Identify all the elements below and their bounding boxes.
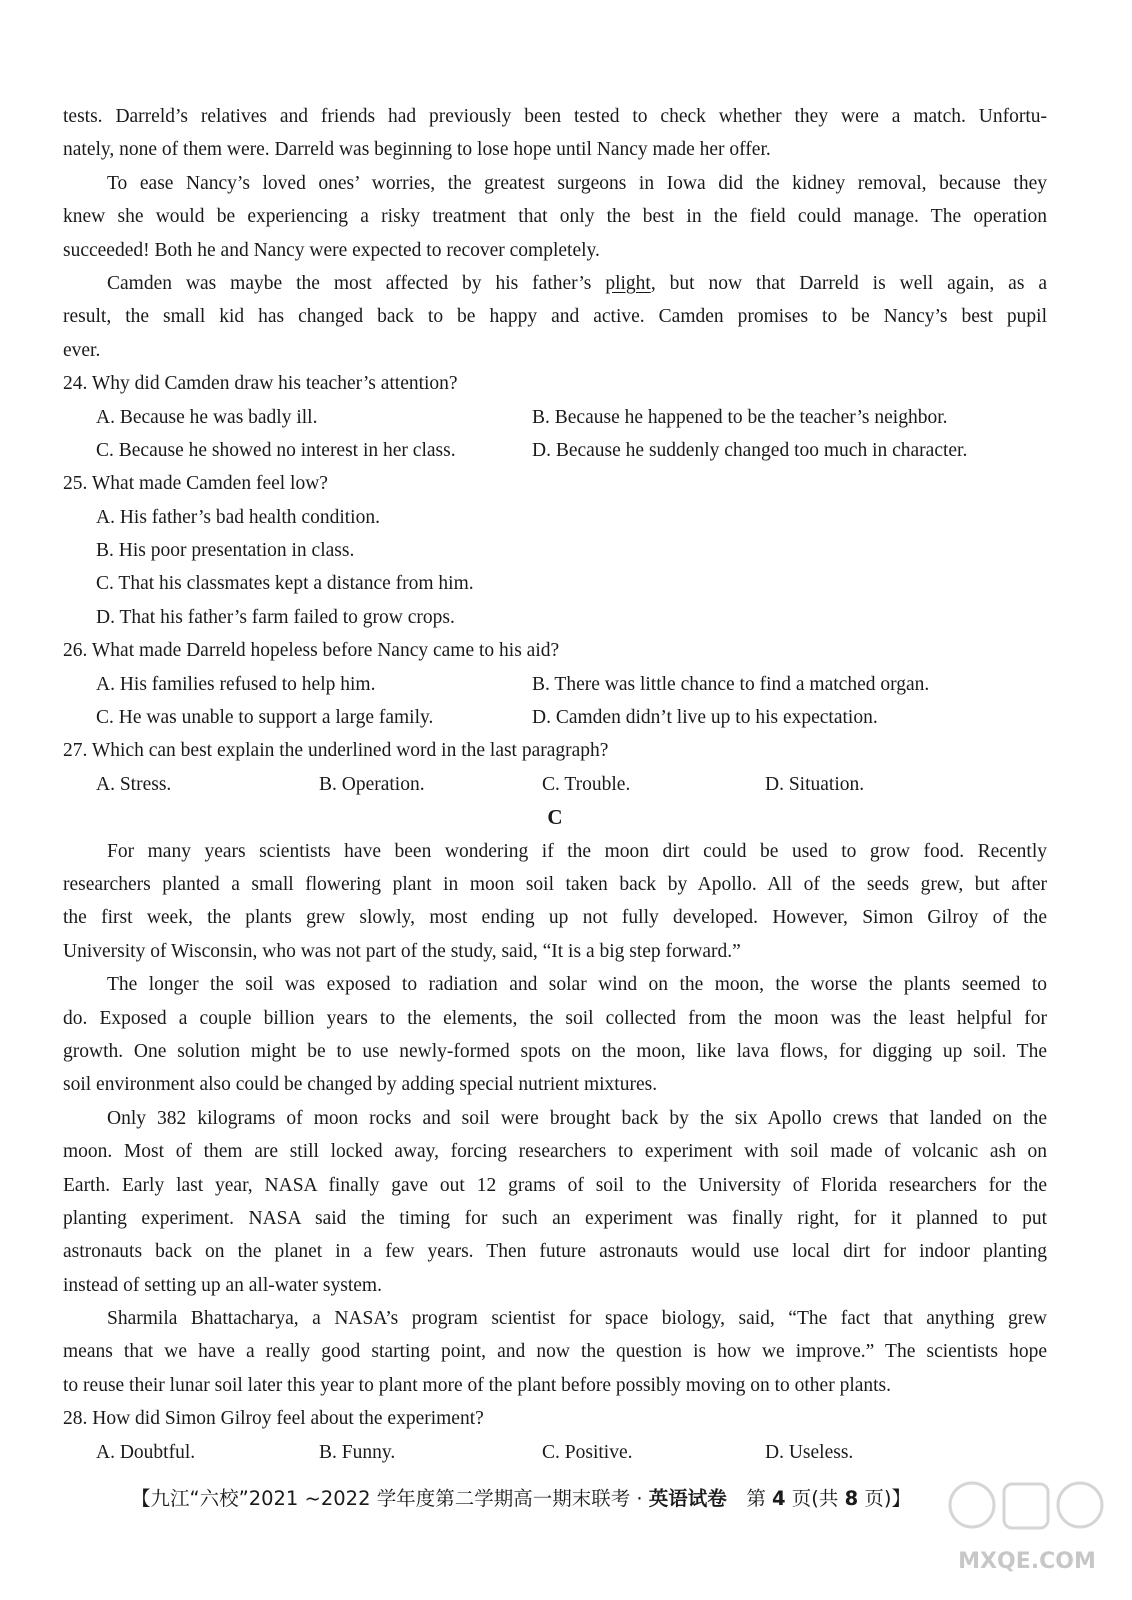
option-c[interactable]: C. Because he showed no interest in her class. — [96, 439, 456, 461]
option-a[interactable]: A. His families refused to help him. — [96, 673, 376, 695]
question-stem: 24. Why did Camden draw his teacher’s attention? — [63, 373, 458, 395]
option-b[interactable]: B. Funny. — [319, 1441, 396, 1463]
option-b[interactable]: B. There was little chance to find a matched organ. — [532, 673, 930, 695]
passage-line: succeeded! Both he and Nancy were expected to recover completely. — [63, 239, 600, 261]
passage-line: instead of setting up an all-water system. — [63, 1274, 382, 1296]
option-b[interactable]: B. Operation. — [319, 773, 425, 795]
option-d[interactable]: D. Camden didn’t live up to his expectation. — [532, 707, 878, 729]
passage-line: growth. One solution might be to use newly-formed spots on the moon, like lava flows, for digging up soil. The — [63, 1040, 1047, 1062]
option-a[interactable]: A. Doubtful. — [96, 1441, 196, 1463]
option-d[interactable]: D. Useless. — [765, 1441, 854, 1463]
option-row — [63, 434, 1047, 467]
passage-line: Earth. Early last year, NASA finally gave out 12 grams of soil to the University of Florida researchers for the — [63, 1174, 1047, 1196]
passage-line: nately, none of them were. Darreld was beginning to lose hope until Nancy made her offer. — [63, 139, 771, 161]
option-c[interactable]: C. He was unable to support a large family. — [96, 707, 434, 729]
option-a[interactable]: A. Stress. — [96, 773, 172, 795]
passage-line: result, the small kid has changed back to be happy and active. Camden promises to be Nancy’s best pupil — [63, 306, 1047, 328]
option-row — [63, 701, 1047, 734]
question-stem: 28. How did Simon Gilroy feel about the experiment? — [63, 1408, 484, 1430]
option-row — [63, 768, 1047, 801]
underlined-word: plight — [605, 272, 651, 294]
option-row — [63, 1436, 1047, 1469]
option-row — [63, 668, 1047, 701]
passage-line: knew she would be experiencing a risky treatment that only the best in the field could manage. The operation — [63, 206, 1047, 228]
passage-line: Sharmila Bhattacharya, a NASA’s program scientist for space biology, said, “The fact that anything grew — [107, 1308, 1047, 1330]
option-b[interactable]: B. His poor presentation in class. — [96, 540, 355, 562]
exam-page — [63, 100, 1047, 1469]
option-c[interactable]: C. Trouble. — [542, 773, 631, 795]
page-total: 8 — [844, 1487, 859, 1510]
question-stem: 27. Which can best explain the underlined word in the last paragraph? — [63, 740, 609, 762]
option-d[interactable]: D. That his father’s farm failed to grow crops. — [96, 606, 455, 628]
passage-line: To ease Nancy’s loved ones’ worries, the greatest surgeons in Iowa did the kidney removal, because they — [107, 172, 1047, 194]
option-c[interactable]: C. That his classmates kept a distance from him. — [96, 573, 474, 595]
option-d[interactable]: D. Situation. — [765, 773, 865, 795]
exam-title: 【九江“六校”2021 ~2022 学年度第二学期高一期末联考 · — [131, 1487, 649, 1510]
page-number: 4 — [772, 1487, 786, 1510]
passage-line: the first week, the plants grew slowly, most ending up not fully developed. However, Simon Gilroy of the — [63, 907, 1047, 929]
watermark-logo — [942, 1470, 1112, 1580]
passage-line: to reuse their lunar soil later this year to plant more of the plant before possibly moving on to other plants. — [63, 1374, 892, 1396]
passage-line: Camden was maybe the most affected by his father’s plight, but now that Darreld is well again, as a — [107, 272, 1047, 294]
passage-line: For many years scientists have been wondering if the moon dirt could be used to grow food. Recently — [107, 840, 1047, 862]
question-stem: 25. What made Camden feel low? — [63, 473, 328, 495]
passage-line: planting experiment. NASA said the timing for such an experiment was finally right, for it planned to put — [63, 1207, 1047, 1229]
passage-line: moon. Most of them are still locked away, forcing researchers to experiment with soil made of volcanic ash on — [63, 1141, 1047, 1163]
passage-line: do. Exposed a couple billion years to the elements, the soil collected from the moon was the least helpful for — [63, 1007, 1047, 1029]
question-stem: 26. What made Darreld hopeless before Nancy came to his aid? — [63, 640, 560, 662]
option-d[interactable]: D. Because he suddenly changed too much in character. — [532, 439, 968, 461]
passage-line: University of Wisconsin, who was not part of the study, said, “It is a big step forward.” — [63, 940, 741, 962]
passage-line: astronauts back on the planet in a few years. Then future astronauts would use local dirt for indoor planting — [63, 1241, 1047, 1263]
passage-line: ever. — [63, 339, 101, 361]
option-a[interactable]: A. His father’s bad health condition. — [96, 506, 380, 528]
subject-label: 英语试卷 — [648, 1487, 727, 1510]
watermark-text: MXQE.COM — [958, 1549, 1096, 1574]
passage-line: soil environment also could be changed by adding special nutrient mixtures. — [63, 1074, 658, 1096]
option-a[interactable]: A. Because he was badly ill. — [96, 406, 318, 428]
option-c[interactable]: C. Positive. — [542, 1441, 633, 1463]
passage-line: Only 382 kilograms of moon rocks and soil were brought back by the six Apollo crews that landed on the — [107, 1107, 1047, 1129]
option-row — [63, 401, 1047, 434]
passage-line: The longer the soil was exposed to radiation and solar wind on the moon, the worse the plants seemed to — [107, 974, 1047, 996]
passage-line: tests. Darreld’s relatives and friends had previously been tested to check whether they were a match. Unfortu- — [63, 106, 1047, 127]
page-footer: 【九江“六校”2021 ~2022 学年度第二学期高一期末联考 · 英语试卷 第 4 页(共 8 页)】 — [131, 1487, 911, 1510]
passage-line: means that we have a really good starting point, and now the question is how we improve.” The scientists hope — [63, 1341, 1047, 1363]
passage-line: researchers planted a small flowering plant in moon soil taken back by Apollo. All of the seeds grew, but after — [63, 873, 1047, 895]
option-b[interactable]: B. Because he happened to be the teacher’s neighbor. — [532, 406, 948, 428]
section-heading: C — [547, 805, 563, 830]
